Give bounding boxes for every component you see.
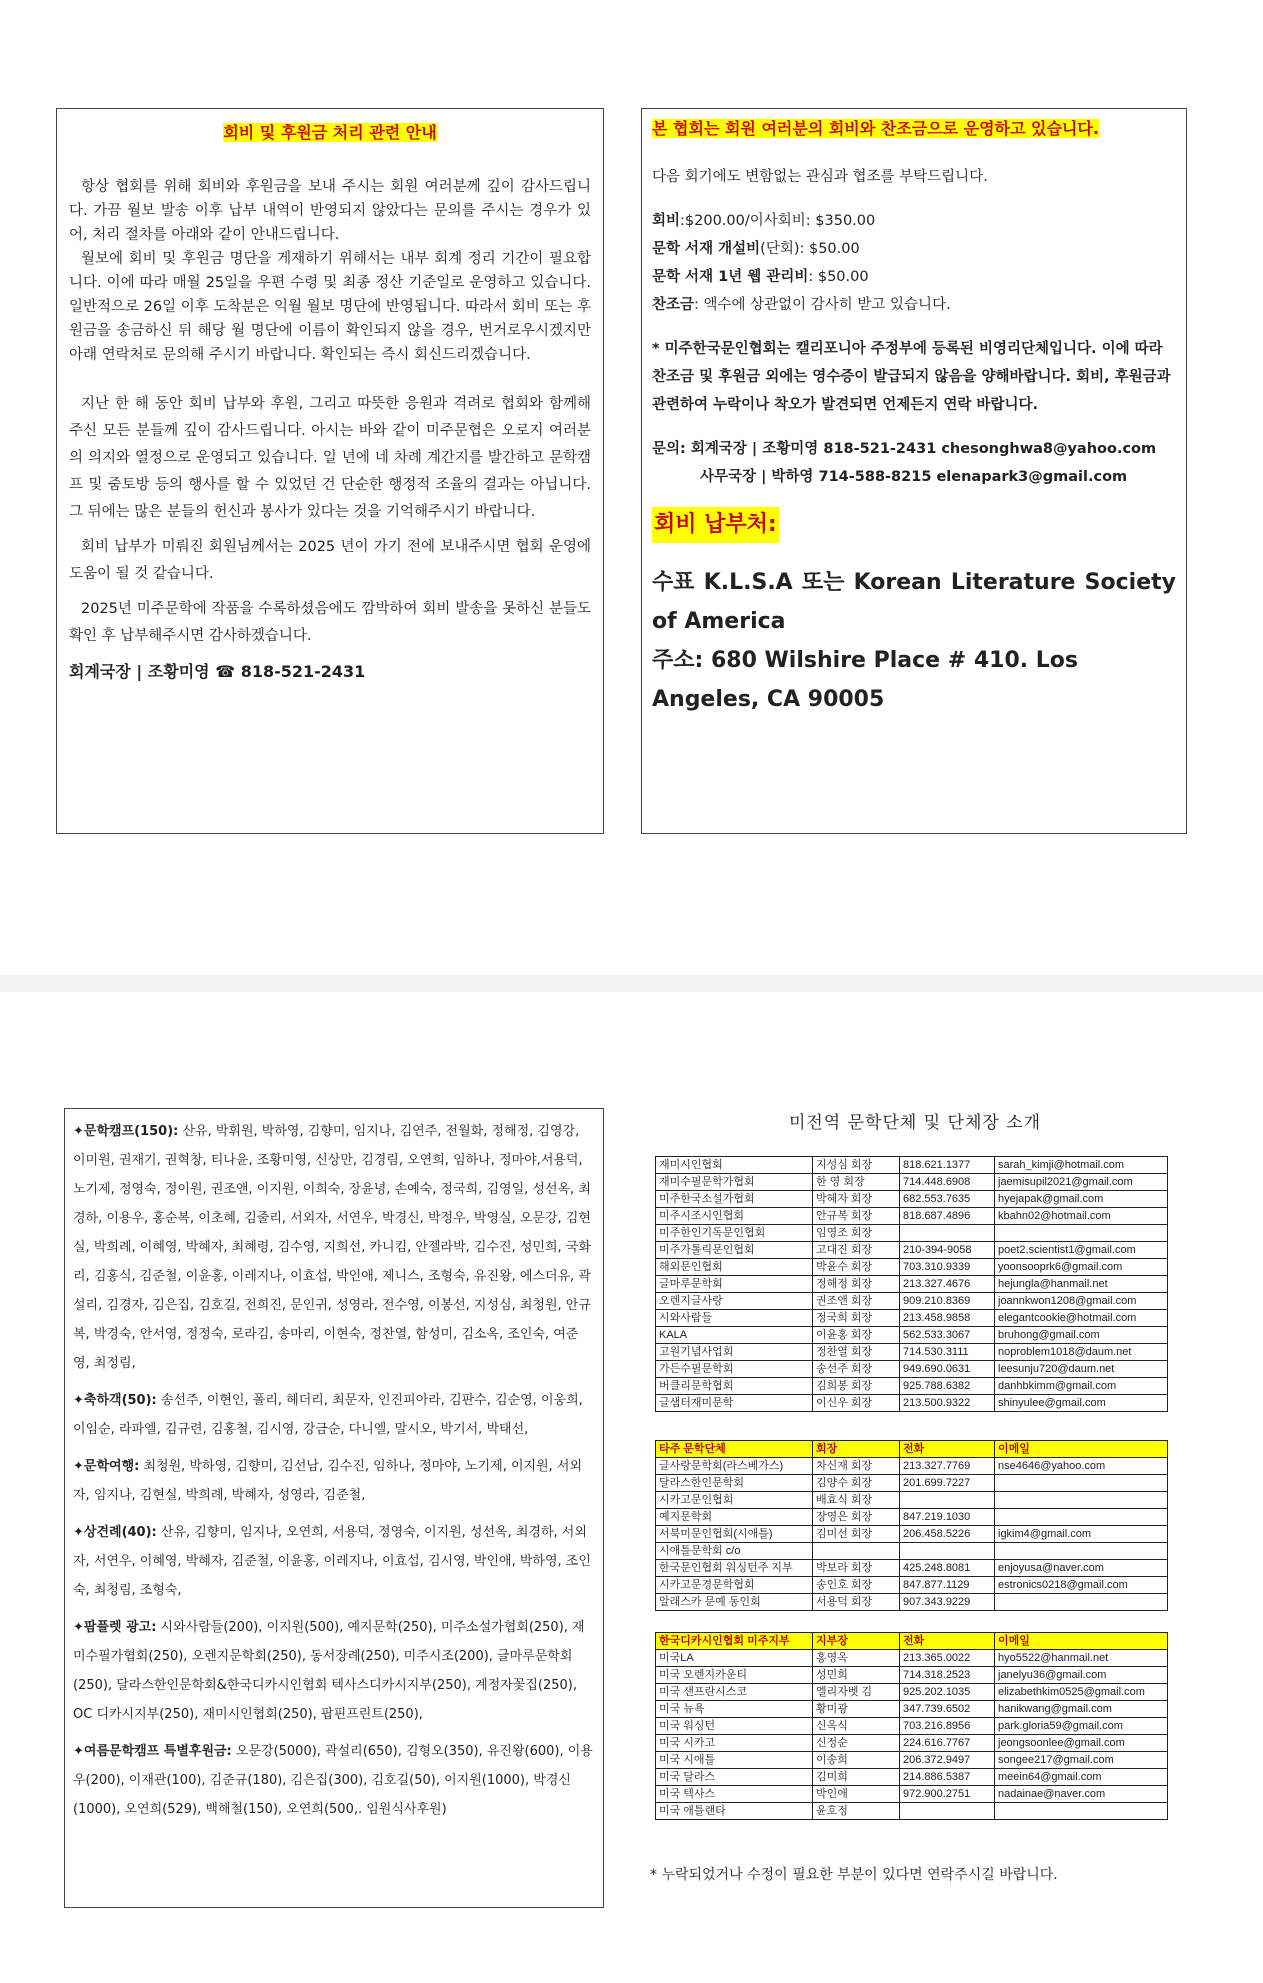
table-row <box>656 1684 1168 1701</box>
email-cell: hejungla@hanmail.net <box>995 1276 1168 1293</box>
org-name-cell: 미국 애틀랜타 <box>656 1803 813 1820</box>
leader-cell: 박보라 회장 <box>813 1560 900 1577</box>
org-name-cell: 미국 워싱턴 <box>656 1718 813 1735</box>
phone-cell: 213.327.7769 <box>900 1458 995 1475</box>
notice-paragraph-5: 2025년 미주문학에 작품을 수록하셨음에도 깜박하여 회비 발송을 못하신 분들도 확인 후 납부해주시면 감사하겠습니다. <box>69 601 591 644</box>
phone-cell <box>900 1803 995 1820</box>
leader-cell: 박윤수 회장 <box>813 1259 900 1276</box>
leader-cell: 차신재 회장 <box>813 1458 900 1475</box>
org-name-cell: 예지문학회 <box>656 1509 813 1526</box>
org-section-title: 미전역 문학단체 및 단체장 소개 <box>788 1113 1042 1133</box>
donor-list-box <box>64 1108 604 1908</box>
notice-paragraph-3: 지난 한 해 동안 회비 납부와 후원, 그리고 따뜻한 응원과 격려로 협회와 함께해 주신 모든 분들께 깊이 감사드립니다. 아시는 바와 같이 미주문협은 오로지 여러분의 의지와 열정으로 운영되고 있습니다. 일 년에 네 차례 계간지를 발간하고 문학캠프 및 줌토방 등의 행사를 할 수 있었던 건 단순한 행정적 조율의 결과는 아닙니다. 그 뒤에는 많은 분들의 헌신과 봉사가 있다는 것을 기억해주시기 바랍니다. <box>69 396 591 520</box>
email-cell: joannkwon1208@gmail.com <box>995 1293 1168 1310</box>
table-row <box>656 1344 1168 1361</box>
leader-cell: 서용덕 회장 <box>813 1594 900 1611</box>
email-cell <box>995 1475 1168 1492</box>
email-cell: leesunju720@daum.net <box>995 1361 1168 1378</box>
phone-cell: 347.739.6502 <box>900 1701 995 1718</box>
contact-office: 사무국장 | 박하영 714-588-8215 elenapark3@gmail.com <box>700 469 1128 485</box>
org-name-cell: KALA <box>656 1327 813 1344</box>
page-top <box>0 0 1263 975</box>
phone-cell <box>900 1543 995 1560</box>
org-name-cell: 달라스한인문학회 <box>656 1475 813 1492</box>
leader-cell: 박혜자 회장 <box>813 1191 900 1208</box>
phone-cell: 909.210.8369 <box>900 1293 995 1310</box>
leader-cell: 이신우 회장 <box>813 1395 900 1412</box>
email-cell: estronics0218@gmail.com <box>995 1577 1168 1594</box>
leader-cell: 송인호 회장 <box>813 1577 900 1594</box>
donor-camp: ✦문학캠프(150): 산유, 박휘원, 박하영, 김향미, 임지나, 김연주, 전월화, 정해정, 김영강, 이미원, 권재기, 권혁창, 티나윤, 조황미영, 신상만, 김경림, 오연희, 임하나, 정마야,서용덕, 노기제, 정영숙, 정이원, 권조앤, 이지원, 이희숙, 장윤녕, 손예숙, 정국희, 김영일, 성선옥, 최경하, 이용우, 홍순복, 이초혜, 김줄리, 서외자, 서연우, 박경신, 박정우, 박영실, 오문강, 김현실, 박희례, 이혜영, 박혜자, 최혜령, 김수영, 지희선, 카니킴, 안젤라박, 김수진, 성민희, 국화리, 김홍식, 김준철, 이윤홍, 이레지나, 이효섭, 박인애, 제니스, 조형숙, 유진왕, 에스더유, 곽설리, 김경자, 김은집, 김호길, 전희진, 문인귀, 성영라, 전수영, 이봉선, 지성심, 최청원, 안규복, 박경숙, 안서영, 정정숙, 로라김, 송마리, 이현숙, 정찬열, 함성미, 김소옥, 조인숙, 여준영, 최정림, <box>73 1124 591 1371</box>
notice-title: 회비 및 후원금 처리 관련 안내 <box>223 123 437 142</box>
local-org-table <box>655 1156 1168 1412</box>
phone-cell: 714.318.2523 <box>900 1667 995 1684</box>
contact-accounting: 문의: 회계국장 | 조황미영 818-521-2431 chesonghwa8@yahoo.com <box>652 441 1157 457</box>
org-name-cell: 미주시조시인협회 <box>656 1208 813 1225</box>
leader-cell: 신옥식 <box>813 1718 900 1735</box>
org-name-cell: 재미수필문학가협회 <box>656 1174 813 1191</box>
table-row <box>656 1327 1168 1344</box>
leader-cell: 정해정 회장 <box>813 1276 900 1293</box>
dues-fee-line: 회비:$200.00/이사회비: $350.00 <box>652 213 876 229</box>
email-cell: shinyulee@gmail.com <box>995 1395 1168 1412</box>
leader-cell: 이송희 <box>813 1752 900 1769</box>
phone-cell: 전화 <box>900 1441 995 1458</box>
phone-cell: 224.616.7767 <box>900 1735 995 1752</box>
phone-cell: 213.327.4676 <box>900 1276 995 1293</box>
table-header-row <box>656 1633 1168 1650</box>
org-name-cell: 미국 달라스 <box>656 1769 813 1786</box>
org-name-cell: 미주한국소설가협회 <box>656 1191 813 1208</box>
email-cell <box>995 1492 1168 1509</box>
org-name-cell: 미국LA <box>656 1650 813 1667</box>
donor-trip: ✦문학여행: 최청원, 박하영, 김향미, 김선남, 김수진, 임하나, 정마야, 노기제, 이지원, 서외자, 임지나, 김현실, 박희례, 박혜자, 성영라, 김준철, <box>73 1459 583 1503</box>
table-row <box>656 1208 1168 1225</box>
phone-cell: 214.886.5387 <box>900 1769 995 1786</box>
phone-cell: 949.690.0631 <box>900 1361 995 1378</box>
email-cell: hanikwang@gmail.com <box>995 1701 1168 1718</box>
phone-cell: 213.458.9858 <box>900 1310 995 1327</box>
phone-cell: 213.365.0022 <box>900 1650 995 1667</box>
email-cell <box>995 1225 1168 1242</box>
phone-cell: 818.687.4896 <box>900 1208 995 1225</box>
leader-cell: 홍영옥 <box>813 1650 900 1667</box>
org-footnote: * 누락되었거나 수정이 필요한 부분이 있다면 연락주시길 바랍니다. <box>650 1867 1058 1883</box>
email-cell: igkim4@gmail.com <box>995 1526 1168 1543</box>
notice-box <box>56 108 604 834</box>
phone-cell <box>900 1492 995 1509</box>
payment-title: 회비 납부처: <box>652 507 779 543</box>
payment-payee: 수표 K.L.S.A 또는 Korean Literature Society of America <box>652 570 1176 634</box>
org-name-cell: 시카고문경문학협회 <box>656 1577 813 1594</box>
phone-cell: 206.458.5226 <box>900 1526 995 1543</box>
email-cell: hyejapak@gmail.com <box>995 1191 1168 1208</box>
dues-web-line: 문학 서재 1년 웹 관리비: $50.00 <box>652 269 869 285</box>
phone-cell: 925.788.6382 <box>900 1378 995 1395</box>
table-row <box>656 1395 1168 1412</box>
table-row <box>656 1786 1168 1803</box>
phone-cell: 703.310.9339 <box>900 1259 995 1276</box>
leader-cell: 성민희 <box>813 1667 900 1684</box>
table-row <box>656 1361 1168 1378</box>
dues-site-line: 문학 서재 개설비(단회): $50.00 <box>652 241 860 257</box>
org-name-cell: 한국문인협회 워싱턴주 지부 <box>656 1560 813 1577</box>
email-cell: meein64@gmail.com <box>995 1769 1168 1786</box>
table-row <box>656 1667 1168 1684</box>
org-name-cell: 시카고문인협회 <box>656 1492 813 1509</box>
phone-cell: 425.248.8081 <box>900 1560 995 1577</box>
email-cell: bruhong@gmail.com <box>995 1327 1168 1344</box>
leader-cell: 박인애 <box>813 1786 900 1803</box>
leader-cell: 한 영 회장 <box>813 1174 900 1191</box>
table-row <box>656 1259 1168 1276</box>
email-cell <box>995 1543 1168 1560</box>
notice-paragraph-2: 월보에 회비 및 후원금 명단을 게재하기 위해서는 내부 회계 정리 기간이 필요합니다. 이에 따라 매월 25일을 우편 수령 및 최종 정산 기준일로 운영하고 있습니다. 일반적으로 26일 이후 도착분은 익월 월보 명단에 반영됩니다. 따라서 회비 또는 후원금을 송금하신 뒤 해당 월 명단에 이름이 확인되지 않을 경우, 번거로우시겠지만 아래 연락처로 문의해 주시기 바랍니다. 확인되는 즉시 회신드리겠습니다. <box>69 251 591 363</box>
table-row <box>656 1735 1168 1752</box>
email-cell: jaemisupil2021@gmail.com <box>995 1174 1168 1191</box>
table-row <box>656 1718 1168 1735</box>
email-cell: nadainae@naver.com <box>995 1786 1168 1803</box>
table-row <box>656 1276 1168 1293</box>
phone-cell: 210-394-9058 <box>900 1242 995 1259</box>
table-row <box>656 1293 1168 1310</box>
leader-cell: 송선주 회장 <box>813 1361 900 1378</box>
phone-cell: 562.533.3067 <box>900 1327 995 1344</box>
leader-cell: 임영조 회장 <box>813 1225 900 1242</box>
leader-cell: 신정순 <box>813 1735 900 1752</box>
org-name-cell: 가든수필문학회 <box>656 1361 813 1378</box>
org-name-cell: 시와사람들 <box>656 1310 813 1327</box>
leader-cell: 장영은 회장 <box>813 1509 900 1526</box>
leader-cell: 김양수 회장 <box>813 1475 900 1492</box>
table-row <box>656 1191 1168 1208</box>
org-name-cell: 미국 텍사스 <box>656 1786 813 1803</box>
org-name-cell: 미국 샌프란시스코 <box>656 1684 813 1701</box>
email-cell: park.gloria59@gmail.com <box>995 1718 1168 1735</box>
table-row <box>656 1310 1168 1327</box>
dues-title: 본 협회는 회원 여러분의 회비와 찬조금으로 운영하고 있습니다. <box>652 119 1099 138</box>
org-name-cell: 미국 시애틀 <box>656 1752 813 1769</box>
org-name-cell: 미주가톨릭문인협회 <box>656 1242 813 1259</box>
dues-donation-line: 찬조금: 액수에 상관없이 감사히 받고 있습니다. <box>652 297 951 313</box>
email-cell <box>995 1803 1168 1820</box>
org-name-cell: 고원기념사업회 <box>656 1344 813 1361</box>
table-row <box>656 1701 1168 1718</box>
email-cell <box>995 1509 1168 1526</box>
email-cell: 이메일 <box>995 1441 1168 1458</box>
leader-cell: 황미광 <box>813 1701 900 1718</box>
leader-cell: 정국희 회장 <box>813 1310 900 1327</box>
table-row <box>656 1225 1168 1242</box>
phone-cell: 213.500.9322 <box>900 1395 995 1412</box>
leader-cell: 이윤홍 회장 <box>813 1327 900 1344</box>
email-cell <box>995 1594 1168 1611</box>
org-name-cell: 미국 뉴욕 <box>656 1701 813 1718</box>
leader-cell: 배효식 회장 <box>813 1492 900 1509</box>
leader-cell: 정찬열 회장 <box>813 1344 900 1361</box>
email-cell: hyo5522@hanmail.net <box>995 1650 1168 1667</box>
table-row <box>656 1157 1168 1174</box>
email-cell: 이메일 <box>995 1633 1168 1650</box>
phone-cell: 206.372.9497 <box>900 1752 995 1769</box>
org-name-cell: 미주한인기독문인협회 <box>656 1225 813 1242</box>
table-row <box>656 1577 1168 1594</box>
phone-cell: 972.900.2751 <box>900 1786 995 1803</box>
email-cell: danhbkimm@gmail.com <box>995 1378 1168 1395</box>
table-row <box>656 1803 1168 1820</box>
donor-guests: ✦축하객(50): 송선주, 이현인, 폴리, 헤더리, 최문자, 인진피아라, 김판수, 김순영, 이웅희, 이임순, 라파엘, 김규련, 김홍철, 김시영, 강금순, 다니엘, 말시오, 박기서, 박태선, <box>73 1393 583 1437</box>
table-header-row <box>656 1441 1168 1458</box>
donor-meeting: ✦상견례(40): 산유, 김향미, 임지나, 오연희, 서용덕, 정영숙, 이지원, 성선옥, 최경하, 서외자, 서연우, 이혜영, 박혜자, 김준철, 이윤홍, 이레지나, 이효섭, 김시영, 박인애, 박하영, 조인숙, 최청림, 조형숙, <box>73 1525 591 1598</box>
table-row <box>656 1650 1168 1667</box>
phone-cell: 818.621.1377 <box>900 1157 995 1174</box>
email-cell: elegantcookie@hotmail.com <box>995 1310 1168 1327</box>
table-row <box>656 1769 1168 1786</box>
leader-cell: 김미선 회장 <box>813 1526 900 1543</box>
table-row <box>656 1543 1168 1560</box>
org-name-cell: 글샘터재미문학 <box>656 1395 813 1412</box>
org-name-cell: 한국디카시인협회 미주지부 <box>656 1633 813 1650</box>
phone-cell: 714.448.6908 <box>900 1174 995 1191</box>
email-cell: sarah_kimji@hotmail.com <box>995 1157 1168 1174</box>
leader-cell: 권조앤 회장 <box>813 1293 900 1310</box>
table-row <box>656 1492 1168 1509</box>
leader-cell: 고대진 회장 <box>813 1242 900 1259</box>
donor-summer-camp: ✦여름문학캠프 특별후원금: 오문강(5000), 곽설리(650), 김형오(350), 유진왕(600), 이용우(200), 이재관(100), 김준규(180), 김은집(300), 김호길(50), 이지원(1000), 박경신(1000), 오연희(529), 백해철(150), 오연희(500,. 임원식사후원) <box>73 1744 593 1817</box>
phone-cell: 703.216.8956 <box>900 1718 995 1735</box>
leader-cell: 안규복 회장 <box>813 1208 900 1225</box>
email-cell: yoonsooprk6@gmail.com <box>995 1259 1168 1276</box>
phone-cell: 907.343.9229 <box>900 1594 995 1611</box>
email-cell: songee217@gmail.com <box>995 1752 1168 1769</box>
org-name-cell: 오렌지글사랑 <box>656 1293 813 1310</box>
email-cell: nse4646@yahoo.com <box>995 1458 1168 1475</box>
org-name-cell: 미국 시카고 <box>656 1735 813 1752</box>
org-name-cell: 알래스카 문예 동인회 <box>656 1594 813 1611</box>
nonprofit-note: * 미주한국문인협회는 캘리포니아 주정부에 등록된 비영리단체입니다. 이에 따라 찬조금 및 후원금 외에는 영수증이 발급되지 않음을 양해바랍니다. 회비, 후원금과 관련하여 누락이나 착오가 발견되면 언제든지 연락 바랍니다. <box>652 341 1171 413</box>
dicasi-chapter-table <box>655 1632 1168 1820</box>
org-name-cell: 버클리문학협회 <box>656 1378 813 1395</box>
leader-cell: 지부장 <box>813 1633 900 1650</box>
email-cell: elizabethkim0525@gmail.com <box>995 1684 1168 1701</box>
phone-cell: 전화 <box>900 1633 995 1650</box>
leader-cell: 엘리자벳 김 <box>813 1684 900 1701</box>
email-cell: kbahn02@hotmail.com <box>995 1208 1168 1225</box>
email-cell: noproblem1018@daum.net <box>995 1344 1168 1361</box>
email-cell: jeongsoonlee@gmail.com <box>995 1735 1168 1752</box>
phone-cell: 847.219.1030 <box>900 1509 995 1526</box>
table-row <box>656 1378 1168 1395</box>
dues-intro: 다음 회기에도 변함없는 관심과 협조를 부탁드립니다. <box>652 169 988 185</box>
leader-cell: 회장 <box>813 1441 900 1458</box>
org-name-cell: 글사랑문학회(라스베가스) <box>656 1458 813 1475</box>
email-cell: poet2.scientist1@gmail.com <box>995 1242 1168 1259</box>
org-name-cell: 해외문인협회 <box>656 1259 813 1276</box>
leader-cell: 지성심 회장 <box>813 1157 900 1174</box>
phone-cell <box>900 1225 995 1242</box>
email-cell: janelyu36@gmail.com <box>995 1667 1168 1684</box>
leader-cell: 김희봉 회장 <box>813 1378 900 1395</box>
notice-signature: 회계국장 | 조황미영 ☎ 818-521-2431 <box>69 662 366 681</box>
table-row <box>656 1560 1168 1577</box>
table-row <box>656 1174 1168 1191</box>
other-state-org-table <box>655 1440 1168 1611</box>
phone-cell: 714.530.3111 <box>900 1344 995 1361</box>
notice-paragraph-1: 항상 협회를 위해 회비와 후원금을 보내 주시는 회원 여러분께 깊이 감사드립니다. 가끔 월보 발송 이후 납부 내역이 반영되지 않았다는 문의를 주시는 경우가 있어, 처리 절차를 아래와 같이 안내드립니다. <box>69 179 591 243</box>
table-row <box>656 1458 1168 1475</box>
table-row <box>656 1475 1168 1492</box>
email-cell: enjoyusa@naver.com <box>995 1560 1168 1577</box>
leader-cell: 윤호정 <box>813 1803 900 1820</box>
table-row <box>656 1526 1168 1543</box>
org-name-cell: 재미시인협회 <box>656 1157 813 1174</box>
leader-cell: 김미희 <box>813 1769 900 1786</box>
notice-paragraph-4: 회비 납부가 미뤄진 회원님께서는 2025 년이 가기 전에 보내주시면 협회 운영에 도움이 될 것 같습니다. <box>69 539 591 582</box>
phone-cell: 847.877.1129 <box>900 1577 995 1594</box>
table-row <box>656 1752 1168 1769</box>
org-name-cell: 글마루문학회 <box>656 1276 813 1293</box>
org-name-cell: 시애틀문학회 c/o <box>656 1543 813 1560</box>
phone-cell: 925.202.1035 <box>900 1684 995 1701</box>
table-row <box>656 1509 1168 1526</box>
org-name-cell: 타주 문학단체 <box>656 1441 813 1458</box>
org-name-cell: 서북미문인협회(시애틀) <box>656 1526 813 1543</box>
dues-box <box>641 108 1187 834</box>
donor-ads: ✦팜플렛 광고: 시와사람들(200), 이지원(500), 예지문학(250), 미주소설가협회(250), 재미수필가협회(250), 오렌지문학회(250), 동서장례(250), 미주시조(200), 글마루문학회(250), 달라스한인문학회&한국디카시인협회 텍사스디카시지부(250), 계정자꽃집(250), OC 디카시지부(250), 재미시인협회(250), 팝핀프린트(250), <box>73 1620 585 1722</box>
table-row <box>656 1242 1168 1259</box>
org-name-cell: 미국 오렌지카운티 <box>656 1667 813 1684</box>
phone-cell: 682.553.7635 <box>900 1191 995 1208</box>
phone-cell: 201.699.7227 <box>900 1475 995 1492</box>
leader-cell <box>813 1543 900 1560</box>
table-row <box>656 1594 1168 1611</box>
payment-address: 주소: 680 Wilshire Place # 410. Los Angeles, CA 90005 <box>652 648 1079 712</box>
